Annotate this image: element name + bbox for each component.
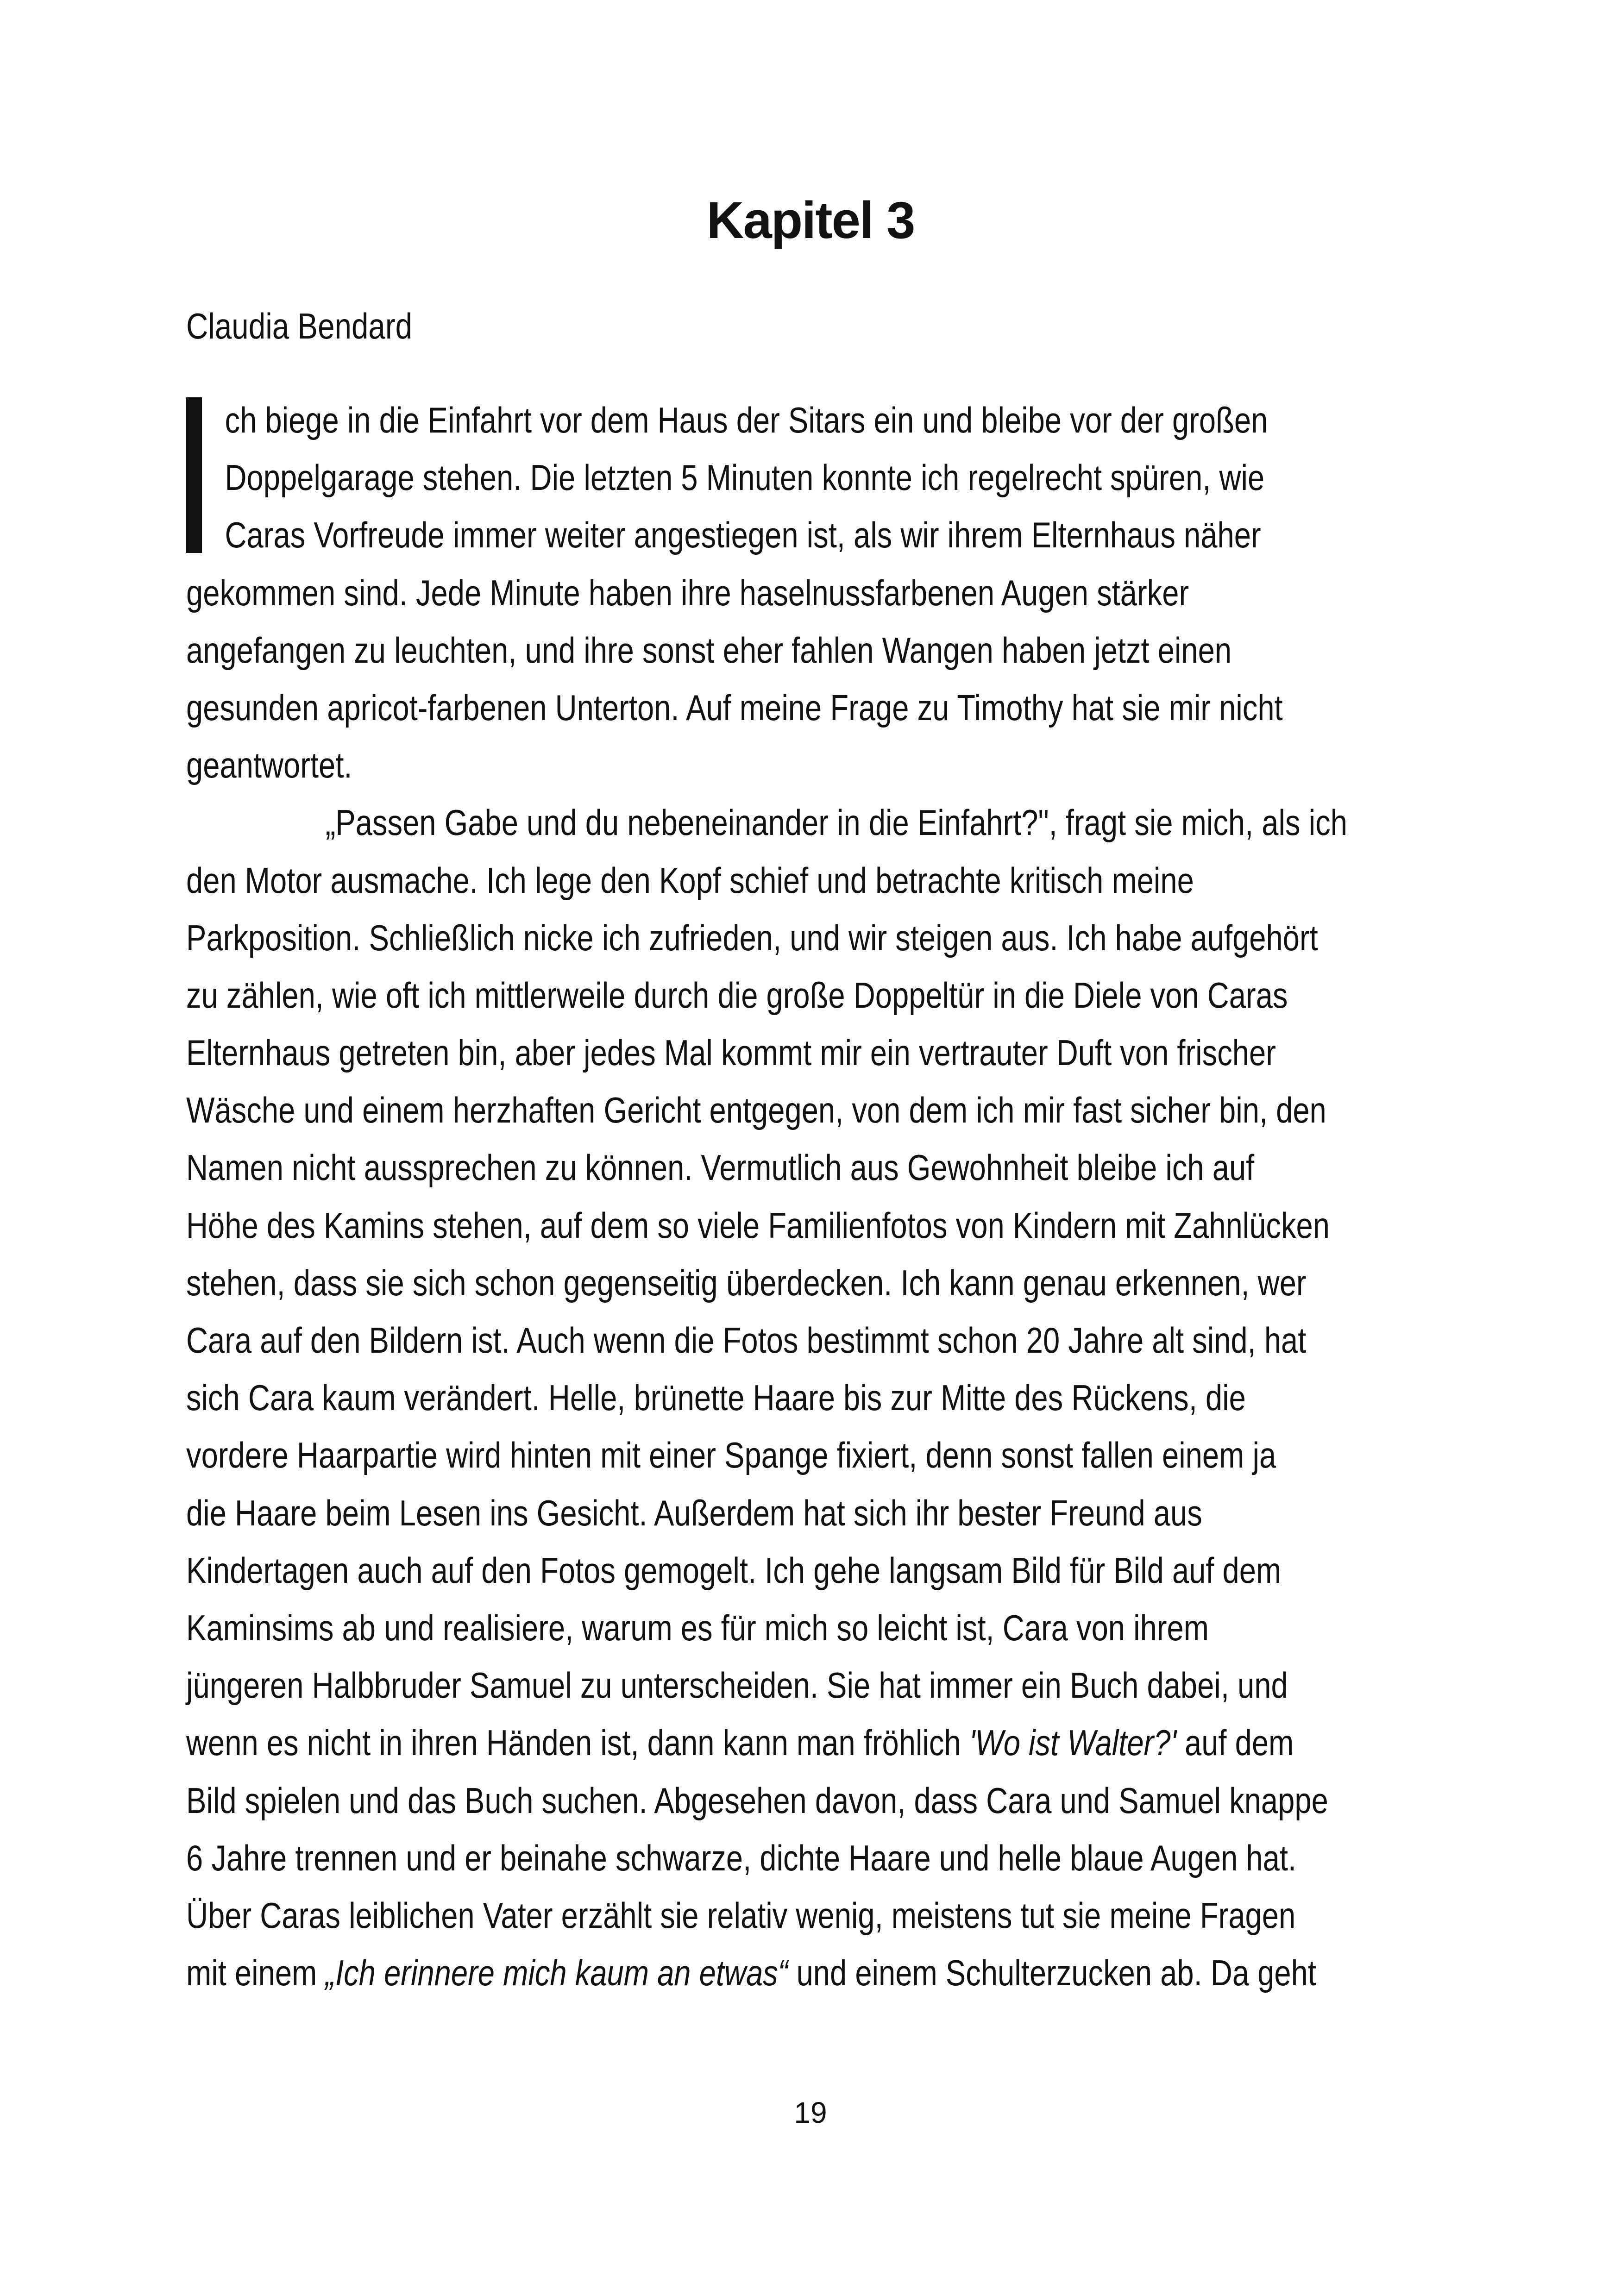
- text-line: Elternhaus getreten bin, aber jedes Mal kommt mir ein vertrauter Duft von frischer: [186, 1032, 1276, 1073]
- text-line: 6 Jahre trennen und er beinahe schwarze, dichte Haare und helle blaue Augen hat.: [186, 1837, 1297, 1878]
- text-line: angefangen zu leuchten, und ihre sonst eher fahlen Wangen haben jetzt einen: [186, 629, 1232, 671]
- text-line: gesunden apricot-farbenen Unterton. Auf meine Frage zu Timothy hat sie mir nicht: [186, 687, 1283, 728]
- text-line: Über Caras leiblichen Vater erzählt sie relativ wenig, meistens tut sie meine Fragen: [186, 1895, 1296, 1936]
- text-run: wenn es nicht in ihren Händen ist, dann kann man fröhlich: [186, 1722, 969, 1763]
- text-line: jüngeren Halbbruder Samuel zu unterscheiden. Sie hat immer ein Buch dabei, und: [186, 1665, 1288, 1706]
- text-line: Wäsche und einem herzhaften Gericht entgegen, von dem ich mir fast sicher bin, den: [186, 1090, 1326, 1131]
- text-line: gekommen sind. Jede Minute haben ihre haselnussfarbenen Augen stärker: [186, 572, 1189, 613]
- text-line: Namen nicht aussprechen zu können. Vermutlich aus Gewohnheit bleibe ich auf: [186, 1147, 1255, 1188]
- text-line: Parkposition. Schließlich nicke ich zufrieden, und wir steigen aus. Ich habe aufgehört: [186, 917, 1318, 958]
- text-line: „Passen Gabe und du nebeneinander in die Einfahrt?", fragt sie mich, als ich: [325, 802, 1347, 843]
- text-run: auf dem: [1176, 1722, 1294, 1763]
- text-line: [186, 1944, 1316, 2001]
- text-line: sich Cara kaum verändert. Helle, brünette Haare bis zur Mitte des Rückens, die: [186, 1377, 1246, 1418]
- chapter-title: Kapitel 3: [706, 191, 915, 249]
- text-line: die Haare beim Lesen ins Gesicht. Außerdem hat sich ihr bester Freund aus: [186, 1492, 1202, 1533]
- text-line: den Motor ausmache. Ich lege den Kopf schief und betrachte kritisch meine: [186, 859, 1194, 901]
- text-line: stehen, dass sie sich schon gegenseitig überdecken. Ich kann genau erkennen, wer: [186, 1262, 1307, 1303]
- text-line: vordere Haarpartie wird hinten mit einer Spange fixiert, denn sonst fallen einem ja: [186, 1435, 1276, 1476]
- text-line: Bild spielen und das Buch suchen. Abgesehen davon, dass Cara und Samuel knappe: [186, 1780, 1328, 1821]
- text-line: zu zählen, wie oft ich mittlerweile durch die große Doppeltür in die Diele von Caras: [186, 974, 1288, 1016]
- italic-phrase: „Ich erinnere mich kaum an etwas“: [325, 1952, 788, 1994]
- text-line: Höhe des Kamins stehen, auf dem so viele Familienfotos von Kindern mit Zahnlücken: [186, 1204, 1330, 1246]
- text-line: Kaminsims ab und realisiere, warum es für mich so leicht ist, Cara von ihrem: [186, 1607, 1209, 1648]
- text-line: Doppelgarage stehen. Die letzten 5 Minuten konnte ich regelrecht spüren, wie: [225, 457, 1265, 498]
- text-line: Cara auf den Bildern ist. Auch wenn die Fotos bestimmt schon 20 Jahre alt sind, hat: [186, 1320, 1307, 1361]
- text-line: Caras Vorfreude immer weiter angestiegen ist, als wir ihrem Elternhaus näher: [225, 514, 1261, 556]
- author-name: Claudia Bendard: [186, 306, 413, 346]
- text-run: mit einem: [186, 1952, 326, 1994]
- chapter-body-text: [186, 391, 1437, 2001]
- text-line: geantwortet.: [186, 745, 352, 786]
- text-run: und einem Schulterzucken ab. Da geht: [788, 1952, 1316, 1994]
- page-number: 19: [794, 2096, 827, 2129]
- text-line: ch biege in die Einfahrt vor dem Haus der Sitars ein und bleibe vor der großen: [225, 400, 1268, 440]
- text-line: Kindertagen auch auf den Fotos gemogelt. Ich gehe langsam Bild für Bild auf dem: [186, 1549, 1282, 1591]
- italic-phrase: 'Wo ist Walter?': [969, 1722, 1176, 1763]
- text-line: [186, 1714, 1294, 1771]
